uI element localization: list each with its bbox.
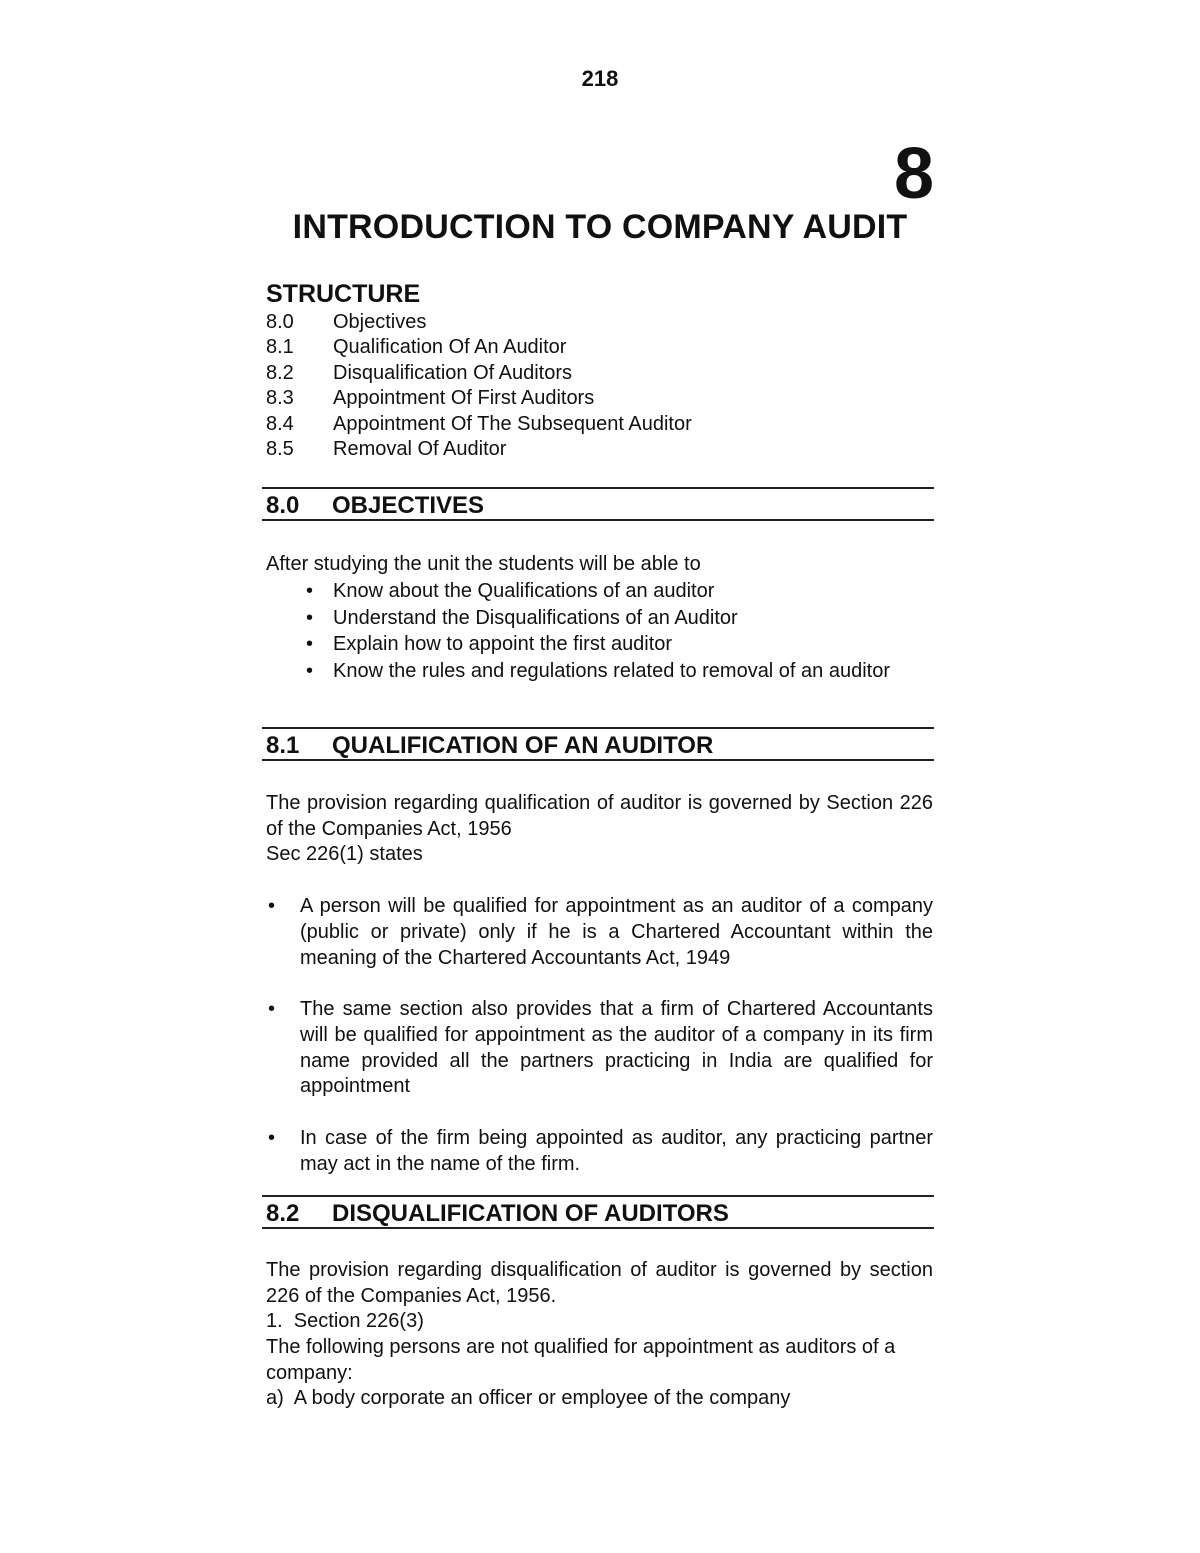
list-item: • Know about the Qualifications of an auditor	[266, 578, 933, 605]
section-heading-disqualification: 8.2 DISQUALIFICATION OF AUDITORS	[262, 1195, 934, 1229]
bullet-icon: •	[306, 606, 314, 629]
structure-item: 8.5 Removal Of Auditor	[266, 437, 507, 460]
chapter-number: 8	[893, 134, 934, 214]
section-heading-qualification: 8.1 QUALIFICATION OF AN AUDITOR	[262, 727, 934, 761]
structure-heading: STRUCTURE	[266, 280, 421, 308]
bullet-icon: •	[268, 895, 276, 917]
bullet-icon: •	[268, 998, 276, 1020]
list-item: • Explain how to appoint the first auditor	[266, 631, 933, 658]
bullet-icon: •	[306, 633, 314, 655]
disqualification-intro: The provision regarding disqualification of auditor is governed by section 226 of the Companies Act, 1956.	[266, 1259, 933, 1307]
structure-item: 8.2 Disqualification Of Auditors	[266, 361, 573, 384]
section-heading-objectives: 8.0 OBJECTIVES	[262, 487, 934, 521]
qualification-sec-line: Sec 226(1) states	[266, 843, 423, 865]
structure-item: 8.3 Appointment Of First Auditors	[266, 387, 595, 410]
bullet-icon: •	[268, 1127, 276, 1149]
qualification-intro: The provision regarding qualification of auditor is governed by Section 226 of the Companies Act, 1956	[266, 792, 933, 840]
list-item: • Know the rules and regulations related to removal of an auditor	[266, 658, 933, 685]
bullet-icon: •	[306, 659, 314, 682]
disqualification-point-1: 1. Section 226(3)	[266, 1310, 424, 1332]
structure-item: 8.1 Qualification Of An Auditor	[266, 336, 567, 359]
disqualification-point-a: a) A body corporate an officer or employee of the company	[266, 1387, 791, 1409]
structure-item: 8.0 Objectives	[266, 311, 427, 333]
list-item: • Understand the Disqualifications of an Auditor	[266, 605, 933, 632]
page-number: 218	[581, 66, 619, 91]
objectives-intro: After studying the unit the students will be able to	[266, 553, 701, 575]
qualification-bullet: • A person will be qualified for appointment as an auditor of a company (public or private) only if he is a Chartered Accountant within the meaning of the Chartered Accountants Act, 1949	[268, 895, 933, 969]
qualification-bullet: • The same section also provides that a firm of Chartered Accountants will be qualified for appointment as the auditor of a company in its firm name provided all the partners practicing in India are qualified for appointment	[268, 998, 933, 1098]
structure-list	[266, 310, 936, 462]
structure-item: 8.4 Appointment Of The Subsequent Auditor	[266, 412, 692, 435]
bullet-icon: •	[306, 580, 314, 602]
qualification-bullet: • In case of the firm being appointed as auditor, any practicing partner may act in the name of the firm.	[268, 1127, 933, 1175]
objectives-list	[266, 578, 933, 684]
chapter-title: INTRODUCTION TO COMPANY AUDIT	[292, 208, 908, 246]
disqualification-point-text: The following persons are not qualified for appointment as auditors of a company:	[266, 1336, 896, 1384]
